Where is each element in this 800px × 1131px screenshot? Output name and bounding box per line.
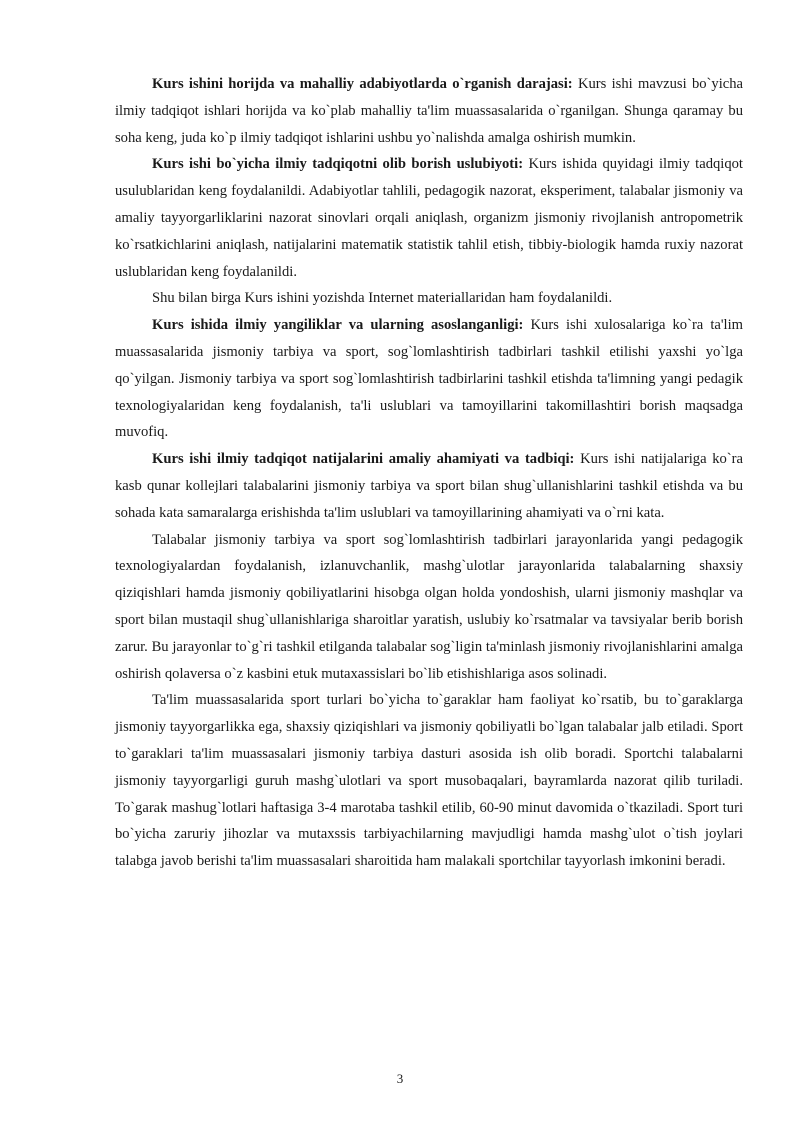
paragraph-heading: Kurs ishida ilmiy yangiliklar va ularning asoslanganligi: [152, 317, 524, 334]
paragraph-student-activities [115, 527, 743, 688]
paragraph-text: Shu bilan birga Kurs ishini yozishda Internet materiallaridan ham foydalanildi. [152, 290, 613, 307]
paragraph-text: Ta'lim muassasalarida sport turlari bo`yicha to`garaklar ham faoliyat ko`rsatib, bu to`garaklarga jismoniy tayyorgarlikka ega, shaxsiy qiziqishlari va jismoniy qobiliyatli bo`lgan talabalar jalb etiladi. Sport to`garaklari ta'lim muassasalari jismoniy tarbiya dasturi asosida ish olib boradi. Sportchi talabalarni jismoniy tayyorgarligi guruh mashg`ulotlari va sport musobaqalari, bayramlarda nazorat qilib turiladi. To`garak mashug`lotlari haftasiga 3-4 marotaba tashkil etilib, 60-90 minut davomida o`tkaziladi. Sport turi bo`yicha zaruriy jihozlar va mutaxssis tarbiyachilarning mavjudligi hamda mashg`ulot o`tish joylari talabga javob berishi ta'lim muassasalari sharoitida ham malakali sportchilar tayyorlash imkonini beradi. [115, 692, 743, 870]
paragraph-text: Talabalar jismoniy tarbiya va sport sog`lomlashtirish tadbirlari jarayonlarida yangi pedagogik texnologiyalardan foydalanish, izlanuvchanlik, mashg`ulotlar jarayonlarida talabalarning shaxsiy qiziqishlari hamda jismoniy qobiliyatlarini hisobga olgan holda yondoshish, ularni jismoniy mashqlar va sport bilan mustaqil shug`ullanishlariga sharoitlar yaratish, uslubiy ko`rsatmalar va tavsiyalar berib borish zarur. Bu jarayonlar to`g`ri tashkil etilganda talabalar sog`ligin ta'minlash jismoniy rivojlanishlarini amalga oshirish qolaversa o`z kasbini etuk mutaxassislari bo`lib etishishlariga asos solinadi. [115, 531, 743, 682]
paragraph-text: Kurs ishi xulosalariga ko`ra ta'lim muassasalarida jismoniy tarbiya va sport, sog`lomlashtirish tadbirlari tashkil etilishi yaxshi yo`lga qo`yilgan. Jismoniy tarbiya va sport sog`lomlashtirish tadbirlarini tashkil etishda ta'limning yangi pedagik texnologiyalaridan keng foydalanish, ta'li uslublari va tamoyillarini takomillashtiri borish maqsadga muvofiq. [115, 317, 743, 441]
paragraph-practical-significance [115, 446, 743, 526]
paragraph-internet-sources [115, 285, 743, 312]
page-number: 3 [396, 1071, 404, 1086]
paragraph-literature-review [115, 71, 743, 151]
paragraph-text: Kurs ishi natijalariga ko`ra kasb qunar kollejlari talabalarini jismoniy tarbiya va sport bilan shug`ullanishlarini tashkil etishda va bu sohada kata samaralarga erishishda ta'lim uslublari va tamoyillarining ahamiyati va o`rni kata. [115, 451, 744, 521]
paragraph-heading: Kurs ishini horijda va mahalliy adabiyotlarda o`rganish darajasi: [152, 76, 573, 92]
paragraph-sport-clubs [115, 687, 743, 875]
paragraph-methodology [115, 151, 743, 285]
document-body [115, 71, 743, 875]
paragraph-heading: Kurs ishi ilmiy tadqiqot natijalarini amaliy ahamiyati va tadbiqi: [152, 451, 575, 468]
paragraph-heading: Kurs ishi bo`yicha ilmiy tadqiqotni olib borish uslubiyoti: [152, 156, 524, 173]
paragraph-scientific-novelty [115, 312, 743, 446]
paragraph-text: Kurs ishi mavzusi bo`yicha ilmiy tadqiqot ishlari horijda va ko`plab mahalliy ta'lim muassasalarida o`rganilgan. Shunga qaramay bu soha keng, juda ko`p ilmiy tadqiqot ishlarini ushbu yo`nalishda amalga oshirish mumkin. [115, 76, 744, 146]
paragraph-text: Kurs ishida quyidagi ilmiy tadqiqot usulublaridan keng foydalanildi. Adabiyotlar tahlili, pedagogik nazorat, eksperiment, talabalar jismoniy va amaliy tayyorgarliklarini nazorat sinovlari orqali aniqlash, organizm jismoniy rivojlanish antropometrik ko`rsatkichlarini aniqlash, natijalarini matematik statistik tahlil etish, tibbiy-biologik hamda ruxiy nazorat uslublaridan keng foydalanildi. [115, 156, 743, 280]
